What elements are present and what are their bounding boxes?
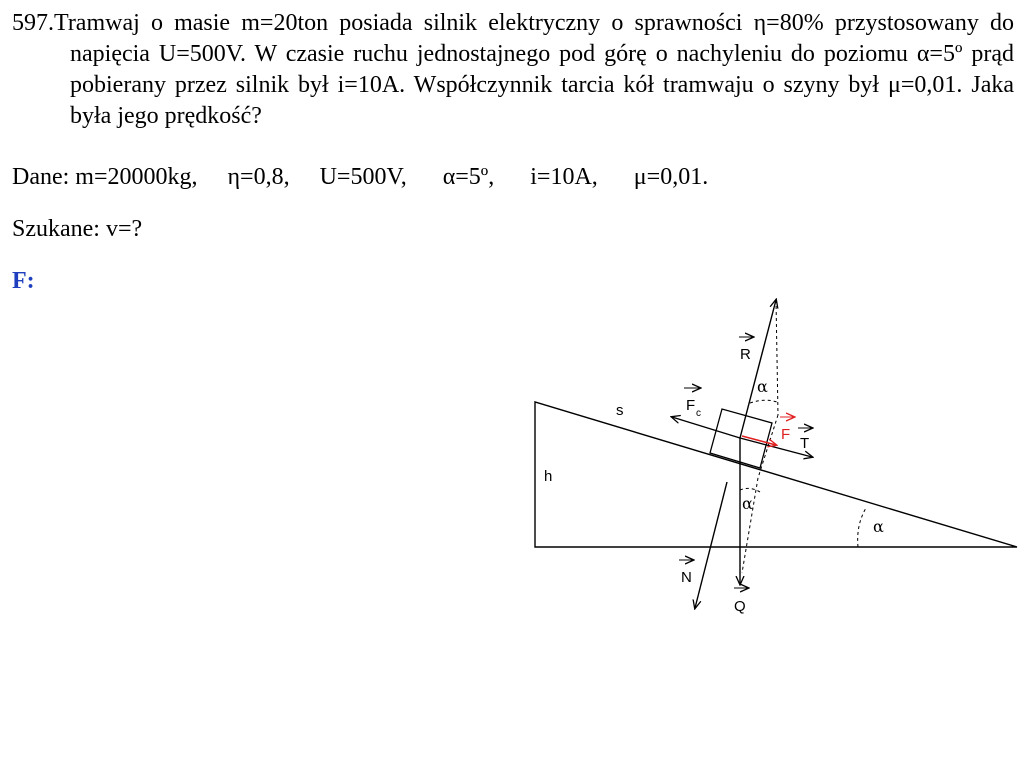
label-alpha-upper: α bbox=[757, 377, 768, 396]
dashed-helper-2 bbox=[742, 478, 758, 573]
incline-triangle bbox=[535, 402, 1017, 547]
label-T: T bbox=[800, 435, 810, 452]
vertical-dashed-line bbox=[776, 300, 778, 415]
angle-arc-upper bbox=[750, 400, 777, 403]
force-Fc-arrow bbox=[672, 417, 740, 438]
label-alpha-lower: α bbox=[742, 494, 753, 513]
angle-arc-base bbox=[858, 508, 866, 547]
label-h: h bbox=[544, 468, 553, 485]
angle-arc-lower bbox=[740, 488, 760, 492]
label-N: N bbox=[681, 569, 692, 586]
forces-label: F: bbox=[12, 268, 35, 294]
label-s: s bbox=[616, 402, 624, 419]
label-R: R bbox=[740, 346, 751, 363]
label-Fc: F bbox=[686, 397, 696, 414]
label-F: F bbox=[781, 426, 791, 443]
label-alpha-base: α bbox=[873, 517, 884, 536]
force-R-arrow bbox=[740, 300, 776, 438]
given-data: Dane: m=20000kg, η=0,8, U=500V, α=5º, i=10A, μ=0,01. bbox=[12, 164, 709, 190]
label-Fc-subscript: c bbox=[696, 408, 701, 419]
sought-quantity: Szukane: v=? bbox=[12, 216, 143, 242]
dashed-helper-1 bbox=[758, 415, 778, 478]
problem-statement: 597.Tramwaj o masie m=20ton posiada silnik elektryczny o sprawności η=80% przystosowany do napięcia U=500V. W czasie ruchu jednostajnego pod górę o nachyleniu do poziomu α=5º prąd pobierany przez silnik był i=10A. Współczynnik tarcia kół tramwaju o szyny był μ=0,01. Jaka była jego prędkość? bbox=[12, 10, 1014, 129]
label-Q: Q bbox=[734, 598, 746, 615]
force-N-arrow bbox=[695, 482, 727, 608]
